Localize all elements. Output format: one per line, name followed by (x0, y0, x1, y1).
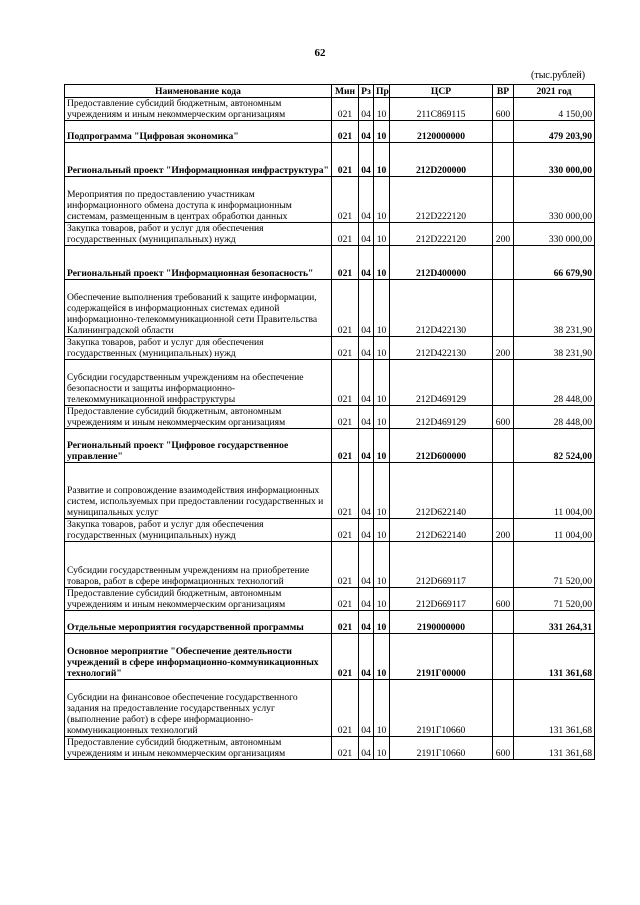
cell-csr: 212D622140 (390, 463, 493, 519)
header-name: Наименование кода (65, 85, 332, 98)
cell-rz: 04 (359, 223, 374, 246)
cell-sum: 4 150,00 (514, 98, 595, 121)
table-row (65, 98, 595, 121)
cell-rz: 04 (359, 588, 374, 611)
cell-pr: 10 (374, 588, 390, 611)
cell-sum: 66 679,90 (514, 246, 595, 280)
cell-rz: 04 (359, 337, 374, 360)
cell-csr: 212D222120 (390, 177, 493, 223)
table-row (65, 280, 595, 337)
table-row (65, 121, 595, 143)
cell-rz: 04 (359, 280, 374, 337)
table-row (65, 737, 595, 760)
cell-vr (493, 680, 514, 737)
cell-min: 021 (332, 280, 359, 337)
cell-csr: 212D600000 (390, 429, 493, 463)
cell-csr: 212D222120 (390, 223, 493, 246)
cell-name: Отдельные мероприятия государственной программы (65, 611, 332, 634)
cell-name: Предоставление субсидий бюджетным, автономным учреждениям и иным некоммерческим организациям (65, 588, 332, 611)
table-row (65, 337, 595, 360)
cell-min: 021 (332, 463, 359, 519)
cell-vr (493, 611, 514, 634)
cell-rz: 04 (359, 542, 374, 588)
cell-name: Развитие и сопровождение взаимодействия информационных систем, используемых при предоставлении государственных и муниципальных услуг (65, 463, 332, 519)
cell-min: 021 (332, 177, 359, 223)
cell-rz: 04 (359, 177, 374, 223)
cell-pr: 10 (374, 519, 390, 542)
cell-sum: 11 004,00 (514, 463, 595, 519)
cell-min: 021 (332, 611, 359, 634)
cell-vr: 200 (493, 223, 514, 246)
table-row (65, 680, 595, 737)
table-row (65, 542, 595, 588)
cell-rz: 04 (359, 360, 374, 406)
cell-vr: 200 (493, 337, 514, 360)
cell-vr (493, 121, 514, 143)
cell-vr (493, 463, 514, 519)
cell-csr: 212D469129 (390, 360, 493, 406)
cell-name: Региональный проект "Цифровое государственное управление" (65, 429, 332, 463)
cell-csr: 212D422130 (390, 337, 493, 360)
cell-rz: 04 (359, 143, 374, 177)
cell-min: 021 (332, 98, 359, 121)
cell-csr: 2120000000 (390, 121, 493, 143)
table-row (65, 519, 595, 542)
cell-min: 021 (332, 542, 359, 588)
cell-min: 021 (332, 360, 359, 406)
cell-vr: 600 (493, 406, 514, 429)
table-row (65, 429, 595, 463)
cell-vr (493, 177, 514, 223)
cell-sum: 131 361,68 (514, 680, 595, 737)
cell-pr: 10 (374, 98, 390, 121)
header-vr: ВР (493, 85, 514, 98)
cell-rz: 04 (359, 611, 374, 634)
cell-vr (493, 280, 514, 337)
cell-min: 021 (332, 143, 359, 177)
cell-csr: 2191Г10660 (390, 737, 493, 760)
cell-csr: 211C869115 (390, 98, 493, 121)
cell-sum: 71 520,00 (514, 588, 595, 611)
cell-vr (493, 143, 514, 177)
cell-pr: 10 (374, 337, 390, 360)
table-row (65, 634, 595, 680)
cell-vr: 200 (493, 519, 514, 542)
cell-csr: 212D422130 (390, 280, 493, 337)
cell-name: Обеспечение выполнения требований к защите информации, содержащейся в информационных системах единой информационно-телекоммуникационной сети Правительства Калининградской области (65, 280, 332, 337)
header-rz: Рз (359, 85, 374, 98)
cell-min: 021 (332, 223, 359, 246)
cell-name: Подпрограмма "Цифровая экономика" (65, 121, 332, 143)
cell-pr: 10 (374, 280, 390, 337)
table-header-row (65, 85, 595, 98)
cell-vr (493, 634, 514, 680)
cell-name: Предоставление субсидий бюджетным, автономным учреждениям и иным некоммерческим организациям (65, 406, 332, 429)
cell-rz: 04 (359, 634, 374, 680)
cell-csr: 2191Г10660 (390, 680, 493, 737)
cell-vr: 600 (493, 737, 514, 760)
cell-rz: 04 (359, 429, 374, 463)
cell-name: Региональный проект "Информационная безопасность" (65, 246, 332, 280)
cell-min: 021 (332, 406, 359, 429)
page-number: 62 (314, 47, 326, 59)
cell-sum: 71 520,00 (514, 542, 595, 588)
cell-csr: 212D669117 (390, 542, 493, 588)
cell-vr (493, 246, 514, 280)
cell-sum: 331 264,31 (514, 611, 595, 634)
cell-sum: 28 448,00 (514, 406, 595, 429)
cell-min: 021 (332, 246, 359, 280)
header-csr: ЦСР (390, 85, 493, 98)
cell-vr (493, 429, 514, 463)
table-row (65, 406, 595, 429)
cell-sum: 38 231,90 (514, 280, 595, 337)
header-year: 2021 год (514, 85, 595, 98)
cell-rz: 04 (359, 680, 374, 737)
cell-sum: 131 361,68 (514, 634, 595, 680)
cell-rz: 04 (359, 737, 374, 760)
cell-min: 021 (332, 429, 359, 463)
cell-name: Мероприятия по предоставлению участникам информационного обмена доступа к информационным системам, размещенным в центрах обработки данных (65, 177, 332, 223)
cell-pr: 10 (374, 143, 390, 177)
cell-name: Региональный проект "Информационная инфраструктура" (65, 143, 332, 177)
cell-sum: 11 004,00 (514, 519, 595, 542)
cell-sum: 479 203,90 (514, 121, 595, 143)
cell-rz: 04 (359, 121, 374, 143)
cell-min: 021 (332, 519, 359, 542)
cell-vr (493, 360, 514, 406)
cell-rz: 04 (359, 246, 374, 280)
cell-name: Закупка товаров, работ и услуг для обеспечения государственных (муниципальных) нужд (65, 223, 332, 246)
cell-rz: 04 (359, 519, 374, 542)
cell-name: Субсидии на финансовое обеспечение государственного задания на предоставление государственных услуг (выполнение работ) в сфере информационно-коммуникационных технологий (65, 680, 332, 737)
cell-rz: 04 (359, 98, 374, 121)
cell-csr: 212D200000 (390, 143, 493, 177)
header-min: Мин (332, 85, 359, 98)
cell-csr: 2190000000 (390, 611, 493, 634)
table-row (65, 588, 595, 611)
table-row (65, 611, 595, 634)
cell-csr: 212D469129 (390, 406, 493, 429)
cell-csr: 212D400000 (390, 246, 493, 280)
cell-csr: 212D622140 (390, 519, 493, 542)
cell-pr: 10 (374, 463, 390, 519)
cell-pr: 10 (374, 360, 390, 406)
cell-name: Закупка товаров, работ и услуг для обеспечения государственных (муниципальных) нужд (65, 337, 332, 360)
cell-pr: 10 (374, 406, 390, 429)
table-row (65, 177, 595, 223)
header-pr: Пр (374, 85, 390, 98)
cell-pr: 10 (374, 223, 390, 246)
cell-pr: 10 (374, 121, 390, 143)
cell-name: Субсидии государственным учреждениям на приобретение товаров, работ в сфере информационных технологий (65, 542, 332, 588)
cell-pr: 10 (374, 737, 390, 760)
table-row (65, 360, 595, 406)
budget-table (64, 84, 595, 760)
table-row (65, 246, 595, 280)
cell-min: 021 (332, 588, 359, 611)
cell-rz: 04 (359, 463, 374, 519)
cell-pr: 10 (374, 246, 390, 280)
cell-vr: 600 (493, 588, 514, 611)
cell-name: Предоставление субсидий бюджетным, автономным учреждениям и иным некоммерческим организациям (65, 737, 332, 760)
cell-name: Основное мероприятие "Обеспечение деятельности учреждений в сфере информационно-коммуникационных технологий" (65, 634, 332, 680)
cell-sum: 82 524,00 (514, 429, 595, 463)
cell-pr: 10 (374, 177, 390, 223)
cell-pr: 10 (374, 611, 390, 634)
cell-sum: 330 000,00 (514, 177, 595, 223)
units-label: (тыс.рублей) (531, 70, 586, 81)
cell-sum: 28 448,00 (514, 360, 595, 406)
cell-min: 021 (332, 634, 359, 680)
cell-name: Субсидии государственным учреждениям на обеспечение безопасности и защиты информационно-телекоммуникационной инфраструктуры (65, 360, 332, 406)
cell-min: 021 (332, 121, 359, 143)
cell-name: Закупка товаров, работ и услуг для обеспечения государственных (муниципальных) нужд (65, 519, 332, 542)
cell-pr: 10 (374, 429, 390, 463)
cell-csr: 212D669117 (390, 588, 493, 611)
cell-csr: 2191Г00000 (390, 634, 493, 680)
cell-name: Предоставление субсидий бюджетным, автономным учреждениям и иным некоммерческим организациям (65, 98, 332, 121)
cell-min: 021 (332, 680, 359, 737)
cell-vr (493, 542, 514, 588)
cell-rz: 04 (359, 406, 374, 429)
cell-pr: 10 (374, 680, 390, 737)
cell-pr: 10 (374, 542, 390, 588)
cell-min: 021 (332, 337, 359, 360)
cell-pr: 10 (374, 634, 390, 680)
cell-min: 021 (332, 737, 359, 760)
cell-sum: 131 361,68 (514, 737, 595, 760)
cell-sum: 330 000,00 (514, 223, 595, 246)
table-row (65, 143, 595, 177)
cell-sum: 38 231,90 (514, 337, 595, 360)
cell-sum: 330 000,00 (514, 143, 595, 177)
table-row (65, 463, 595, 519)
table-row (65, 223, 595, 246)
cell-vr: 600 (493, 98, 514, 121)
